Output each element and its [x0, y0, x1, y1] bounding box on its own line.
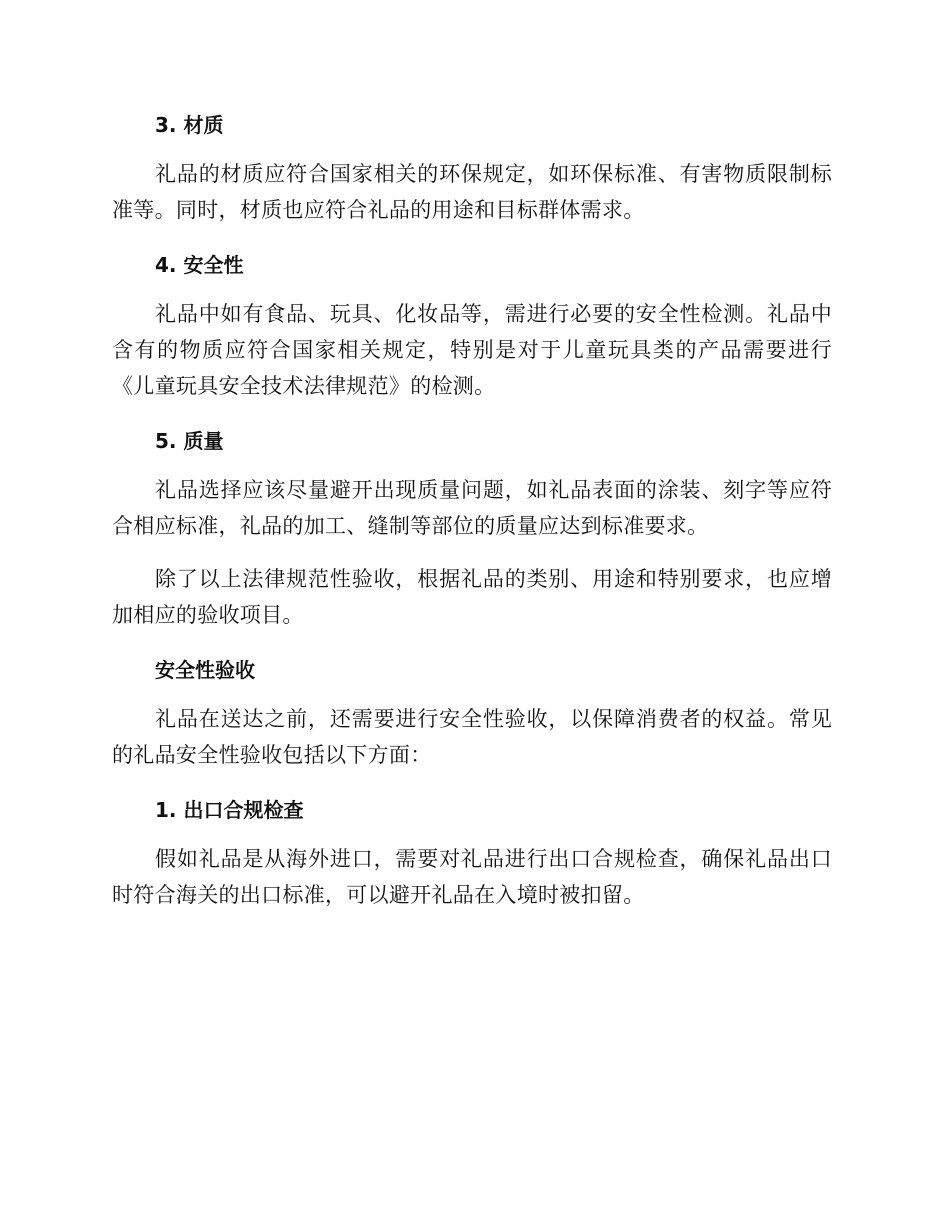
paragraph-quality: 礼品选择应该尽量避开出现质量问题，如礼品表面的涂装、刻字等应符合相应标准，礼品的加工、缝制等部位的质量应达到标准要求。: [112, 478, 832, 538]
paragraph-safety: 礼品中如有食品、玩具、化妆品等，需进行必要的安全性检测。礼品中含有的物质应符合国家相关规定，特别是对于儿童玩具类的产品需要进行《儿童玩具安全技术法律规范》的检测。: [112, 302, 832, 398]
paragraph-safety-acceptance: 礼品在送达之前，还需要进行安全性验收，以保障消费者的权益。常见的礼品安全性验收包括以下方面：: [112, 707, 832, 767]
paragraph-additional-items: 除了以上法律规范性验收，根据礼品的类别、用途和特别要求，也应增加相应的验收项目。: [112, 567, 832, 627]
section-heading-material: 3. 材质: [155, 113, 224, 137]
section-heading-quality: 5. 质量: [155, 429, 224, 453]
section-heading-safety-acceptance: 安全性验收: [155, 658, 255, 682]
paragraph-export-compliance: 假如礼品是从海外进口，需要对礼品进行出口合规检查，确保礼品出口时符合海关的出口标准，可以避开礼品在入境时被扣留。: [112, 847, 832, 907]
section-heading-safety: 4. 安全性: [155, 253, 244, 277]
paragraph-material: 礼品的材质应符合国家相关的环保规定，如环保标准、有害物质限制标准等。同时，材质也应符合礼品的用途和目标群体需求。: [112, 162, 832, 222]
section-heading-export-compliance: 1. 出口合规检查: [155, 798, 304, 822]
document-page: [112, 105, 832, 930]
